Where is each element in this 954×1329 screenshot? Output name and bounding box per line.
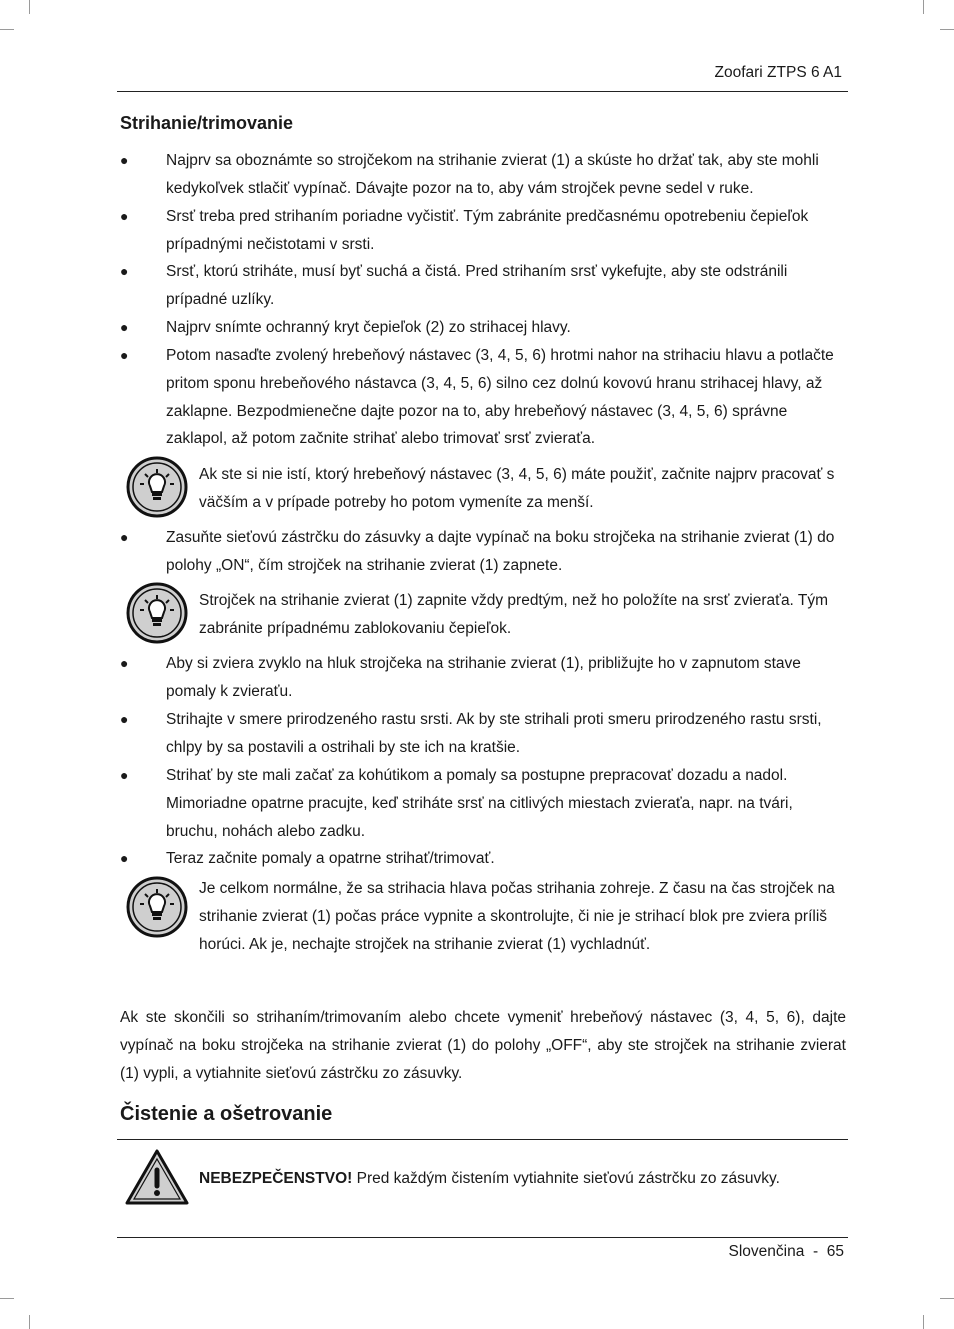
crop-mark [923,0,924,14]
section-heading-trimming: Strihanie/trimovanie [120,113,294,133]
danger-text: Pred každým čistením vytiahnite sieťovú zástrčku zo zásuvky. [352,1170,780,1187]
bullet-icon: ● [120,347,129,363]
page-footer [729,1243,845,1261]
crop-mark [940,1298,954,1299]
list-item: ● Najprv sa oboznámte so strojčekom na strihanie zvierat (1) a skúste ho držať tak, aby ste mohli kedykoľvek stlačiť vypínač. Dávajte pozor na to, aby vám strojček pevne sedel v ruke. [120,147,848,203]
section-heading-cleaning: Čistenie a ošetrovanie [120,1103,333,1125]
page-number: 65 [826,1243,844,1260]
crop-mark [923,1315,924,1329]
body-paragraph: Ak ste skončili so strihaním/trimovaním alebo chcete vymeniť hrebeňový nástavec (3, 4, 5, 6), dajte vypínač na boku strojčeka na strihanie zvierat (1) do polohy „OFF“, aby ste strojček na strihanie zvierat (1) vypli, a vytiahnite sieťovú zástrčku zo zásuvky. [120,1009,846,1082]
list-item: ● Aby si zviera zvyklo na hluk strojčeka na strihanie zvierat (1), približujte ho v zapnutom stave pomaly k zvieraťu. [120,650,848,706]
bullet-icon: ● [120,711,129,727]
page-header-product: Zoofari ZTPS 6 A1 [714,64,842,81]
warning-triangle-icon [125,1146,189,1208]
bullet-icon: ● [120,152,129,168]
list-item: ● Potom nasaďte zvolený hrebeňový nástavec (3, 4, 5, 6) hrotmi nahor na strihaciu hlavu a potlačte pritom sponu hrebeňového nástavca (3, 4, 5, 6) silno cez dolnú kovovú hranu strihacej hlavy, až zaklapne. Bezpodmienečne dajte pozor na to, aby hrebeňový nástavec (3, 4, 5, 6) správne zaklapol, až potom začnite strihať alebo trimovať srsť zvieraťa. [120,342,848,453]
lightbulb-icon [125,582,189,644]
danger-warning [199,1165,780,1193]
crop-mark [940,29,954,30]
bullet-icon: ● [120,263,129,279]
bullet-icon: ● [120,529,129,545]
bullet-icon: ● [120,850,129,866]
list-item: ● Strihajte v smere prirodzeného rastu srsti. Ak by ste strihali proti smeru prirodzeného rastu srsti, chlpy by sa postavili a ostrihali by ste ich na kratšie. [120,706,848,762]
crop-mark [0,29,14,30]
danger-label: NEBEZPEČENSTVO! [199,1170,353,1187]
list-item: ● Najprv snímte ochranný kryt čepieľok (2) zo strihacej hlavy. [120,314,848,342]
crop-mark [29,1315,30,1329]
crop-mark [0,1298,14,1299]
tip-note: Ak ste si nie istí, ktorý hrebeňový nástavec (3, 4, 5, 6) máte použiť, začnite najprv pracovať s väčším a v prípade potreby ho potom vymeníte za menší. [199,466,835,511]
tip-note: Je celkom normálne, že sa strihacia hlava počas strihania zohreje. Z času na čas strojček na strihanie zvierat (1) počas práce vypnite a skontrolujte, či nie je strihací blok pre zviera príliš horúci. Ak je, nechajte strojček na strihanie zvierat (1) vychladnúť. [199,880,835,953]
list-item: ● Srsť treba pred strihaním poriadne vyčistiť. Tým zabránite predčasnému opotrebeniu čepieľok prípadnými nečistotami v srsti. [120,203,848,259]
list-item: ● Zasuňte sieťovú zástrčku do zásuvky a dajte vypínač na boku strojčeka na strihanie zvierat (1) do polohy „ON“, čím strojček na strihanie zvierat (1) zapnete. [120,524,848,580]
section-rule [117,1139,848,1140]
bullet-icon: ● [120,655,129,671]
bullet-icon: ● [120,208,129,224]
list-item: ● Strihať by ste mali začať za kohútikom a pomaly sa postupne prepracovať dozadu a nadol. Mimoriadne opatrne pracujte, keď striháte srsť na citlivých miestach zvieraťa, napr. na tvári, bruchu, nohách alebo zadku. [120,762,848,845]
list-item: ● Srsť, ktorú striháte, musí byť suchá a čistá. Pred strihaním srsť vykefujte, aby ste odstránili prípadné uzlíky. [120,258,848,314]
footer-rule [117,1237,848,1238]
lightbulb-icon [125,456,189,518]
lightbulb-icon [125,876,189,938]
tip-note: Strojček na strihanie zvierat (1) zapnite vždy predtým, než ho položíte na srsť zvieraťa. Tým zabránite prípadnému zablokovaniu čepieľok. [199,592,829,637]
footer-language: Slovenčina [728,1243,805,1260]
crop-mark [29,0,30,14]
bullet-icon: ● [120,767,129,783]
list-item: ● Teraz začnite pomaly a opatrne strihať/trimovať. [120,845,848,873]
header-rule [117,91,848,92]
footer-separator: - [812,1243,819,1260]
bullet-icon: ● [120,319,129,335]
